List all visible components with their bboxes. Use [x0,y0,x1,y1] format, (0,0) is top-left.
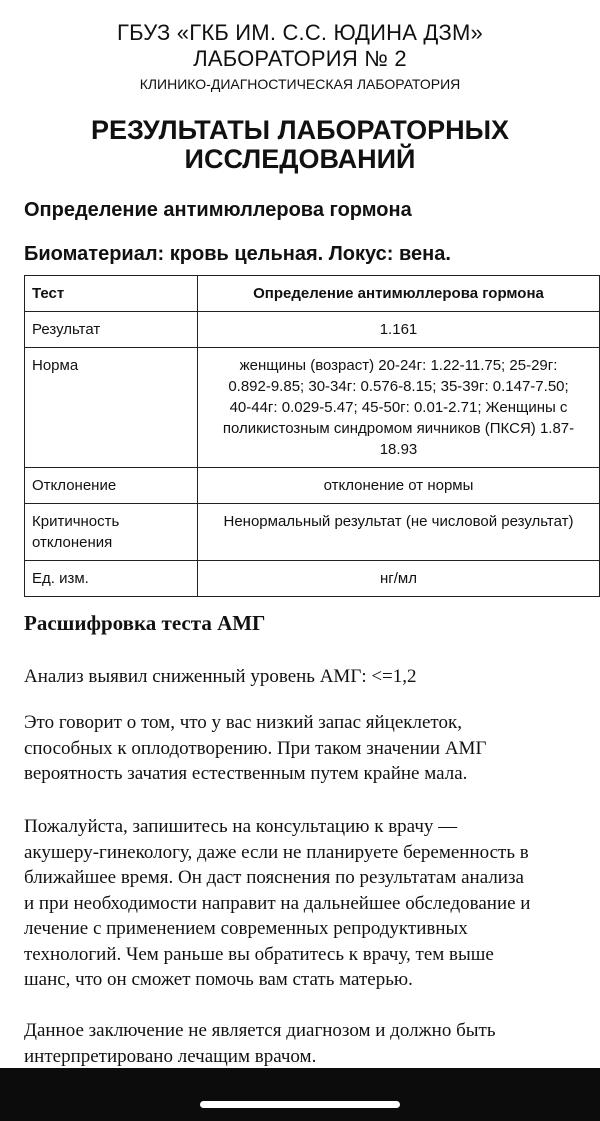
cell-deviation-value: отклонение от нормы [198,468,600,504]
paragraph-line: акушеру-гинекологу, даже если не планируете беременность в [24,841,529,863]
title-line-2: ИССЛЕДОВАНИЙ [184,144,416,174]
lab-type: КЛИНИКО-ДИАГНОСТИЧЕСКАЯ ЛАБОРАТОРИЯ [139,76,461,92]
page-title [0,116,600,174]
decode-paragraph-2 [24,710,600,787]
table-row [25,561,600,597]
bottom-bar [0,1068,600,1121]
norm-line: поликистозным синдромом яичников (ПКСЯ) 1.87- [222,420,575,437]
cell-result-value: 1.161 [198,312,600,348]
decode-heading: Расшифровка теста АМГ [24,611,266,635]
cell-critical-value: Ненормальный результат (не числовой результат) [198,504,600,561]
paragraph-line: интерпретировано лечащим врачом. [24,1045,317,1067]
org-name: ГБУЗ «ГКБ ИМ. С.С. ЮДИНА ДЗМ» [117,20,483,45]
cell-test-value: Определение антимюллерова гормона [198,276,600,312]
lab-name: ЛАБОРАТОРИЯ № 2 [193,46,407,71]
paragraph-line: и при необходимости направит на дальнейшее обследование и [24,892,531,914]
table-row [25,348,600,468]
cell-unit-value: нг/мл [198,561,600,597]
cell-deviation-key: Отклонение [25,468,198,504]
paragraph-line: вероятность зачатия естественным путем крайне мала. [24,763,468,784]
test-name-heading: Определение антимюллерова гормона [24,199,412,221]
paragraph-line: Пожалуйста, запишитесь на консультацию к врачу — [24,816,458,837]
home-indicator[interactable] [200,1101,400,1108]
norm-line: 18.93 [379,441,418,458]
cell-critical-key [25,504,198,561]
paragraph-line: лечение с применением современных репродуктивных [24,918,468,939]
norm-line: 40-44г: 0.029-5.47; 45-50г: 0.01-2.71; Женщины с [229,399,568,416]
cell-test-key: Тест [25,276,198,312]
paragraph-line: технологий. Чем раньше вы обратитесь к врачу, тем выше [24,943,494,965]
cell-result-key: Результат [25,312,198,348]
results-table [24,275,600,597]
decode-paragraph-1: Анализ выявил сниженный уровень АМГ: <=1,2 [24,666,417,687]
cell-norm-key: Норма [25,348,198,468]
critical-key-line: отклонения [32,534,113,551]
paragraph-line: способных к оплодотворению. При таком значении АМГ [24,737,487,759]
cell-unit-key: Ед. изм. [25,561,198,597]
organization-header [0,20,600,93]
decode-paragraph-3 [24,814,600,993]
norm-line: женщины (возраст) 20-24г: 1.22-11.75; 25-29г: [239,357,558,374]
norm-line: 0.892-9.85; 30-34г: 0.576-8.15; 35-39г: 0.147-7.50; [228,378,569,395]
table-row [25,468,600,504]
table-row [25,504,600,561]
table-row [25,276,600,312]
paragraph-line: шанс, что он сможет помочь вам стать матерью. [24,969,413,990]
decode-paragraph-4 [24,1018,600,1068]
biomaterial-heading: Биоматериал: кровь цельная. Локус: вена. [24,243,451,265]
paragraph-line: Данное заключение не является диагнозом и должно быть [24,1020,496,1041]
critical-key-line: Критичность [32,513,120,530]
cell-norm-value [198,348,600,468]
paragraph-line: Это говорит о том, что у вас низкий запас яйцеклеток, [24,712,462,733]
title-line-1: РЕЗУЛЬТАТЫ ЛАБОРАТОРНЫХ [90,115,510,145]
paragraph-line: ближайшее время. Он даст пояснения по результатам анализа [24,867,524,888]
table-row [25,312,600,348]
